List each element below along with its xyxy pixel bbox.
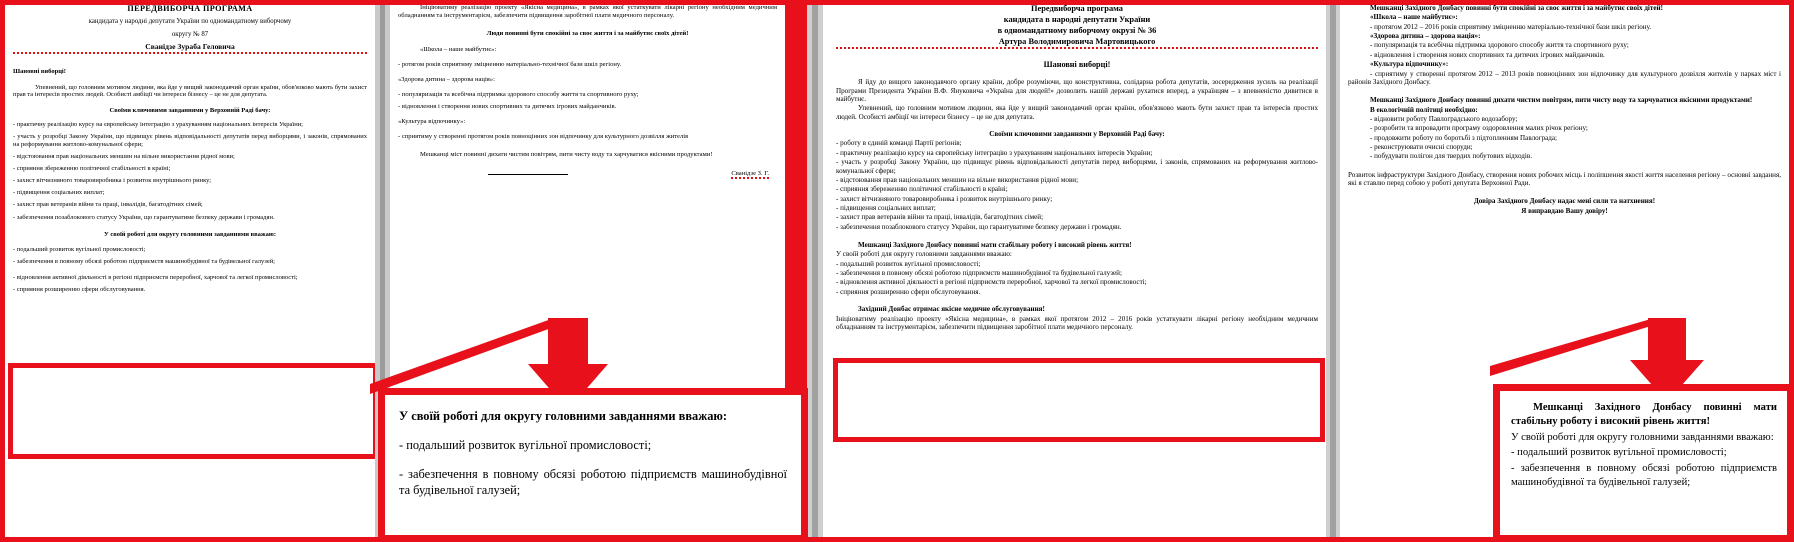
donbas-heading: Мешканці Західного Донбасу повинні мати стабільну роботу і високий рівень життя! xyxy=(858,241,1132,250)
tasks-heading: Своїми ключовими завданнями у Верховній Раді бачу: xyxy=(109,106,271,114)
eco-label: В екологічній політиці необхідно: xyxy=(1370,105,1478,114)
tasks-heading: Своїми ключовими завданнями у Верховній Раді бачу: xyxy=(989,130,1165,139)
task-item: - сприяння збереженню політичної стабільності в країні; xyxy=(13,164,171,172)
eco-item: - реконструювати очисні споруди; xyxy=(1370,143,1473,152)
school-label: «Школа – наше майбутнє»: xyxy=(420,46,497,54)
task-item: - відстоювання прав національних меншин на вільне використання рідної мови; xyxy=(13,152,235,160)
intro-paragraph-1: Я йду до вищого законодавчого органу країни, добре розуміючи, що конструктивна, солідарна робота депутатів, зосередження зусиль на реалізації Програми Президента України В.Ф. Януковича «Україна для людей!» дозволить нашій державі рухатися вперед, а українцям – з впевненістю дивитися в майбутнє. xyxy=(836,78,1318,104)
district-task-item: - відновлення активної діяльності в регіоні підприємств переробної, харчової та легкої промисловості; xyxy=(836,278,1147,287)
task-item: - підвищення соціальних виплат; xyxy=(836,203,936,212)
task-item: - практичну реалізацію курсу на європейську інтеграцію з урахуванням національних інтересів України; xyxy=(13,120,303,128)
task-item: - сприяння збереженню політичної стабільності в країні; xyxy=(836,185,1008,194)
eco-item: - побудувати полігон для твердих побутових відходів. xyxy=(1370,152,1532,161)
task-item: - підвищення соціальних виплат; xyxy=(13,189,105,197)
closing-line-2: Я виправдаю Вашу довіру! xyxy=(1521,206,1608,215)
culture-label: «Культура відпочинку»: xyxy=(1370,60,1449,69)
task-item: - забезпечення позаблокового статусу України, що гарантуватиме безпеку держави і громадян. xyxy=(13,213,275,221)
culture-label: «Культура відпочинку»: xyxy=(398,118,466,126)
health-label: «Здорова дитина – здорова нація»: xyxy=(398,75,495,83)
task-item: - практичну реалізацію курсу на європейську інтеграцію з урахуванням національних інтересів України; xyxy=(836,148,1153,157)
medicine-paragraph: Ініціюватиму реалізацію проекту «Якісна медицина», в рамках якої протягом 2012 – 2016 років устаткувати лікарні регіону необхідним медичним обладнанням та інструментарієм, забезпечити підвищення заробітної плати медичного персоналу. xyxy=(836,314,1318,331)
district-task-item: - сприяння розширенню сфери обслуговування. xyxy=(836,287,981,296)
school-label: «Школа – наше майбутнє»: xyxy=(1370,13,1458,22)
district-task-item: - подальший розвиток вугільної промисловості; xyxy=(836,259,981,268)
calm-heading: Люди повинні бути спокійні за своє життя і за майбутнє своїх дітей! xyxy=(486,29,689,37)
callout-item: - подальший розвиток вугільної промисловості; xyxy=(399,438,652,453)
eco-item: - відновити роботу Павлоградського водозабору; xyxy=(1370,114,1518,123)
program-title-line3: в одномандатному виборчому окрузі № 36 xyxy=(997,25,1157,35)
task-item: - роботу в єдиній команді Партії регіонів; xyxy=(836,139,962,148)
closing-line-1: Довіра Західного Донбасу надає мені сили та натхнення! xyxy=(1473,197,1656,206)
district-tasks-heading: У своїй роботі для округу головними завданнями вважаю: xyxy=(103,230,277,238)
district-task-item: - відновлення активної діяльності в регіоні підприємств переробної, харчової та легкої промисловості; xyxy=(13,274,298,282)
task-item: - забезпечення позаблокового статусу України, що гарантуватиме безпеку держави і громадян. xyxy=(836,222,1122,231)
intro-paragraph: Упевнений, що головним мотивом людини, яка йде у вищий законодавчий орган країни, обов'язково мають бути захист прав та інтересів простих людей. Особисті амбіції чи інтереси бізнесу – це не для депутата. xyxy=(13,83,367,99)
eco-heading: Мешканці Західного Донбасу повинні дихати чистим повітрям, пити чисту воду та харчуватися якісними продуктами! xyxy=(1370,96,1753,105)
task-item: - відстоювання прав національних меншин на вільне використання рідної мови; xyxy=(836,175,1079,184)
school-item: - ротягом років сприятиму зміцненню матеріально-технічної бази шкіл регіону. xyxy=(398,61,622,69)
candidate-name: Сванідзе Зураба Геловича xyxy=(13,43,367,54)
task-item: - захист прав ветеранів війни та праці, інвалідів, багатодітних сімей; xyxy=(836,213,1044,222)
medicine-heading: Західний Донбас отримає якісне медичне обслуговування! xyxy=(858,305,1045,314)
eco-item: - продовжити роботу по боротьбі з підтопленням Павлограда; xyxy=(1370,133,1557,142)
district-task-item: - забезпечення в повному обсязі роботою підприємств машинобудівної та будівельної галузей; xyxy=(13,258,275,265)
task-item: - участь у розробці Закону України, що підвищує рівень відповідальності депутатів перед виборцями, і законів, спрямованих на реформування житлово-комунальної сфери; xyxy=(13,132,367,148)
health-item: - популяризація та всебічна підтримка здорового способу життя та спортивного руху; xyxy=(398,90,639,98)
task-item: - захист вітчизняного товаровиробника і розвиток внутрішнього ринку; xyxy=(836,194,1053,203)
callout-item: - подальший розвиток вугільної промисловості; xyxy=(1511,447,1727,459)
eco-paragraph: Мешканці міст повинні дихати чистим повітрям, пити чисту воду та харчуватися якісними продуктами! xyxy=(420,150,713,158)
health-item: - популяризація та всебічна підтримка здорового способу життя та спортивного руху; xyxy=(1370,41,1629,50)
health-label: «Здорова дитина – здорова нація»: xyxy=(1370,32,1481,41)
callout-box-right-excerpt xyxy=(1493,384,1794,542)
program-title: ПЕРЕДВИБОРЧА ПРОГРАМА xyxy=(127,4,253,13)
health-item: - відновлення і створення нових спортивних та дитячих ігрових майданчиків. xyxy=(398,103,617,111)
medicine-paragraph: Ініціюватиму реалізацію проекту «Якісна медицина», в рамках якої устаткувати лікарні регіону необхідним медичним обладнанням та інструментарієм, забезпечити підвищення заробітної плати медичного персоналу. xyxy=(398,4,777,19)
candidate-name: Артура Володимировича Мартовицького xyxy=(836,37,1318,49)
task-item: - участь у розробці Закону України, що підвищує рівень відповідальності депутатів перед виборцями, і законів, спрямованих на реформування житлово-комунальної сфери; xyxy=(836,158,1318,175)
callout-item: - забезпечення в повному обсязі роботою підприємств машинобудівної та будівельної галузей; xyxy=(399,467,787,498)
salutation: Шановні виборці! xyxy=(13,67,66,75)
salutation: Шановні виборці! xyxy=(1043,59,1111,69)
program-title-line1: Передвиборча програма xyxy=(1031,4,1123,13)
intro-paragraph-2: Упевнений, що головним мотивом людини, яка йде у вищий законодавчий орган країни, обов'язково мають бути захист прав та інтересів простих людей. Особисті амбіції чи інтереси бізнесу – це не для депутата. xyxy=(836,104,1318,121)
program-subtitle-line1: кандидата у народні депутати України по одномандатному виборчому xyxy=(88,18,292,26)
eco-item: - розробити та впровадити програму оздоровлення малих річок регіону; xyxy=(1370,124,1588,133)
callout-lead: У своїй роботі для округу головними завданнями вважаю: xyxy=(1511,431,1774,443)
infrastructure-paragraph: Розвиток інфраструктури Західного Донбасу, створення нових робочих місць і поліпшення якості життя населення регіону – основні завдання, які я ставлю перед собою у роботі депутата Верховної Ради. xyxy=(1348,170,1781,188)
callout-box-left-excerpt xyxy=(378,388,808,542)
culture-item: - сприятиму у створенні протягом років повноцінних зон відпочинку для культурного дозвілля жителів xyxy=(398,132,689,140)
school-item: - протягом 2012 – 2016 років сприятиму зміцненню матеріально-технічної бази шкіл регіону. xyxy=(1370,22,1652,31)
district-task-item: - подальший розвиток вугільної промисловості; xyxy=(13,245,146,253)
district-task-item: - сприяння розширенню сфери обслуговування. xyxy=(13,286,146,294)
health-item: - відновлення і створення нових спортивних та дитячих ігрових майданчиків. xyxy=(1370,50,1605,59)
task-item: - захист прав ветеранів війни та праці, інвалідів, багатодітних сімей; xyxy=(13,201,203,209)
district-task-item: - забезпечення в повному обсязі роботою підприємств машинобудівної та будівельної галузей; xyxy=(836,269,1122,278)
program-subtitle-line2: округу № 87 xyxy=(171,30,209,38)
district-tasks-heading: У своїй роботі для округу головними завданнями вважаю: xyxy=(836,250,1012,259)
culture-item: - сприятиму у створенні протягом 2012 – 2013 років повноцінних зон відпочинку для культурного дозвілля жителів у парках міст і районів Західного Донбасу. xyxy=(1348,69,1781,86)
callout-heading: У своїй роботі для округу головними завданнями вважаю: xyxy=(399,409,728,423)
signature-name: Сванідзе З. Г. xyxy=(731,170,769,178)
program-title-line2: кандидата в народні депутати України xyxy=(1003,14,1151,24)
callout-heading: Мешканці Західного Донбасу повинні мати стабільну роботу і високий рівень життя! xyxy=(1511,402,1777,427)
callout-item: - забезпечення в повному обсязі роботою підприємств машинобудівної та будівельної галузей; xyxy=(1511,463,1777,488)
task-item: - захист вітчизняного товаровиробника і розвиток внутрішнього ринку; xyxy=(13,177,212,185)
calm-heading: Мешканці Західного Донбасу повинні бути спокійні за своє життя і за майбутнє своїх дітей! xyxy=(1370,4,1663,12)
